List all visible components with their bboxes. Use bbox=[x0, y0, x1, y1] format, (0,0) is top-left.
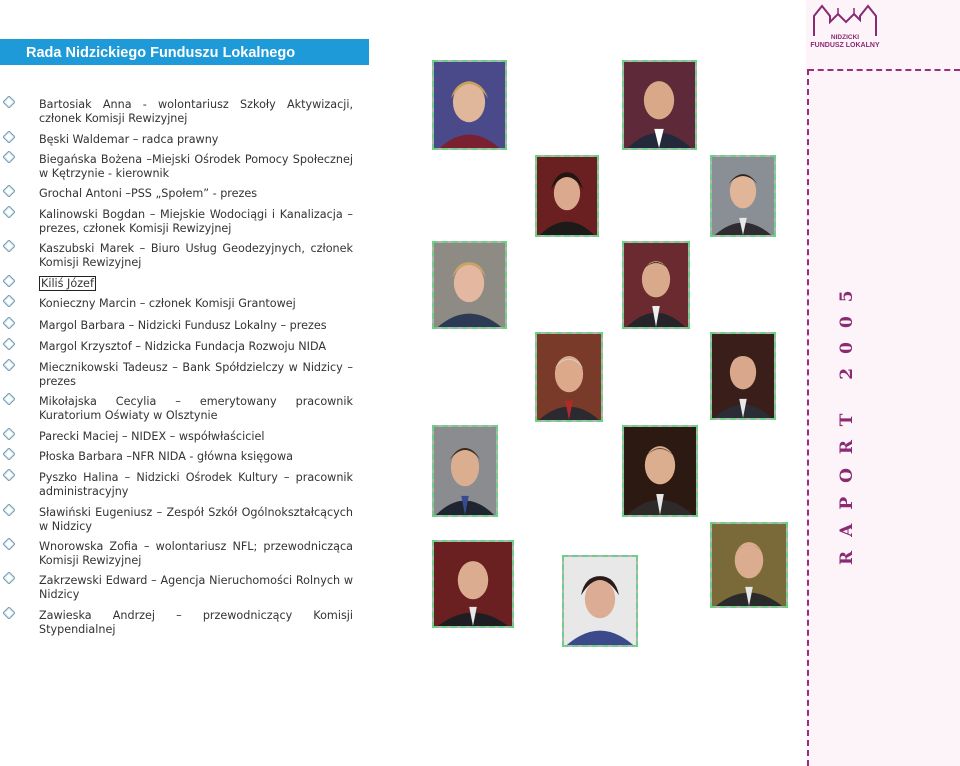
member-text: Mikołajska Cecylia – emerytowany pracownik Kuratorium Oświaty w Olsztynie bbox=[39, 395, 353, 422]
diamond-bullet-icon bbox=[3, 504, 15, 516]
diamond-bullet-icon bbox=[3, 393, 15, 405]
member-text: Biegańska Bożena –Miejski Ośrodek Pomocy Społecznej w Kętrzynie - kierownik bbox=[39, 153, 353, 180]
diamond-bullet-icon bbox=[3, 338, 15, 350]
portrait-photo bbox=[535, 155, 599, 237]
member-text: Wnorowska Zofia – wolontariusz NFL; przewodnicząca Komisji Rewizyjnej bbox=[39, 540, 353, 567]
member-text: Zawieska Andrzej – przewodniczący Komisji Stypendialnej bbox=[39, 609, 353, 636]
diamond-bullet-icon bbox=[3, 185, 15, 197]
report-label: RAPORT 2005 bbox=[837, 276, 857, 565]
diamond-bullet-icon bbox=[3, 538, 15, 550]
logo-line1: NIDZICKI bbox=[830, 34, 860, 41]
rail-border-left bbox=[807, 69, 809, 766]
portrait-photo bbox=[535, 332, 603, 422]
diamond-bullet-icon bbox=[3, 151, 15, 163]
rail-border-top bbox=[808, 69, 960, 71]
side-rail bbox=[806, 0, 960, 766]
title-bar bbox=[0, 39, 369, 65]
diamond-bullet-icon bbox=[3, 607, 15, 619]
member-text: Konieczny Marcin – członek Komisji Grantowej bbox=[39, 297, 296, 310]
member-text: Parecki Maciej – NIDEX – współwłaściciel bbox=[39, 430, 265, 443]
member-text bbox=[39, 277, 353, 291]
diamond-bullet-icon bbox=[3, 275, 15, 287]
member-text: Zakrzewski Edward – Agencja Nieruchomości Rolnych w Nidzicy bbox=[39, 574, 353, 601]
member-text: Bartosiak Anna - wolontariusz Szkoły Aktywizacji, członek Komisji Rewizyjnej bbox=[39, 98, 353, 125]
diamond-bullet-icon bbox=[3, 295, 15, 307]
portrait-photo bbox=[710, 155, 776, 237]
member-name-boxed: Kiliś Józef bbox=[41, 277, 94, 290]
diamond-bullet-icon bbox=[3, 572, 15, 584]
portrait-photo bbox=[710, 522, 788, 608]
portrait-photo bbox=[432, 241, 507, 329]
diamond-bullet-icon bbox=[3, 317, 15, 329]
page-title: Rada Nidzickiego Funduszu Lokalnego bbox=[26, 45, 296, 61]
member-text: Margol Barbara – Nidzicki Fundusz Lokalny – prezes bbox=[39, 319, 327, 332]
portrait-photo bbox=[432, 425, 498, 517]
portrait-photo bbox=[432, 540, 514, 628]
portrait-photo bbox=[622, 241, 690, 329]
diamond-bullet-icon bbox=[3, 359, 15, 371]
member-text: Kalinowski Bogdan – Miejskie Wodociągi i Kanalizacja – prezes, członek Komisji Rewizyjnej bbox=[39, 208, 353, 235]
diamond-bullet-icon bbox=[3, 469, 15, 481]
diamond-bullet-icon bbox=[3, 206, 15, 218]
member-text: Kaszubski Marek – Biuro Usług Geodezyjnych, członek Komisji Rewizyjnej bbox=[39, 242, 353, 269]
member-text: Płoska Barbara –NFR NIDA - główna księgowa bbox=[39, 450, 294, 463]
portrait-photo bbox=[432, 60, 507, 150]
portrait-photo bbox=[710, 332, 776, 420]
member-text: Grochal Antoni –PSS „Społem” - prezes bbox=[39, 187, 258, 200]
member-text: Margol Krzysztof – Nidzicka Fundacja Rozwoju NIDA bbox=[39, 340, 327, 353]
diamond-bullet-icon bbox=[3, 96, 15, 108]
member-text: Miecznikowski Tadeusz – Bank Spółdzielczy w Nidzicy – prezes bbox=[39, 361, 353, 388]
diamond-bullet-icon bbox=[3, 448, 15, 460]
portrait-photo bbox=[622, 425, 698, 517]
member-text: Bęski Waldemar – radca prawny bbox=[39, 133, 219, 146]
member-text: Pyszko Halina – Nidzicki Ośrodek Kultury – pracownik administracyjny bbox=[39, 471, 353, 498]
portrait-photo bbox=[622, 60, 697, 150]
member-text: Sławiński Eugeniusz – Zespół Szkół Ogólnokształcących w Nidzicy bbox=[39, 506, 353, 533]
logo-line2: FUNDUSZ LOKALNY bbox=[810, 42, 880, 49]
portrait-photo bbox=[562, 555, 638, 647]
diamond-bullet-icon bbox=[3, 240, 15, 252]
diamond-bullet-icon bbox=[3, 428, 15, 440]
diamond-bullet-icon bbox=[3, 131, 15, 143]
